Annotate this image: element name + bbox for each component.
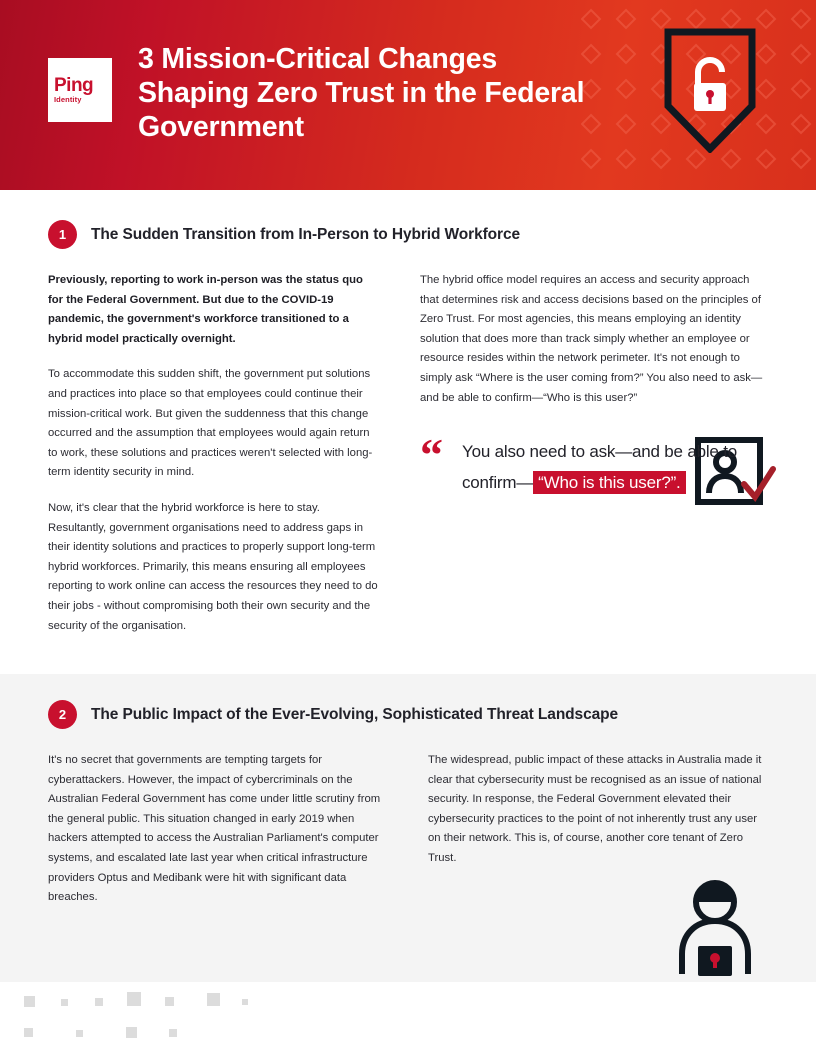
- footer-square: [61, 999, 68, 1006]
- footer-decoration: [0, 982, 816, 1056]
- footer-square: [76, 1030, 83, 1037]
- section-1-right-column: [420, 271, 768, 652]
- person-lock-icon: [674, 878, 756, 978]
- section-2-heading: [48, 700, 768, 729]
- footer-square: [169, 1029, 177, 1037]
- section-1-lead-paragraph: Previously, reporting to work in-person was the status quo for the Federal Government. But due to the COVID-19 pandemic, the government's workforce transitioned to a hybrid model practically overnight.: [48, 274, 363, 345]
- ping-identity-logo: [48, 58, 112, 122]
- footer-square: [127, 992, 141, 1006]
- section-2-left-paragraph-1: It's no secret that governments are tempting targets for cyberattackers. However, the impact of cybercriminals on the Australian Federal Government has come under little scrutiny from the general public. This situation changed in early 2019 when hackers attempted to access the Australian Parliament's computer systems, and escalated late last year when critical infrastructure providers Optus and Medibank were hit with significant data breaches.: [48, 754, 381, 904]
- section-1-left-paragraph-1: To accommodate this sudden shift, the government put solutions and practices into place so that employees could continue their mission-critical work. But given the suddenness that this change occurred and the assumption that employees would again return to work, these solutions and practices weren't selected with long-term identity security in mind.: [48, 368, 373, 479]
- footer-square: [95, 998, 103, 1006]
- footer-square: [165, 997, 174, 1006]
- quote-mark-icon: “: [420, 429, 443, 481]
- pull-quote: [420, 429, 768, 586]
- pull-quote-highlight: “Who is this user?”.: [533, 471, 685, 494]
- section-1-columns: [48, 271, 768, 652]
- logo-sub-text: Identity: [54, 94, 82, 104]
- page-header: [0, 0, 816, 190]
- shield-unlock-icon: [664, 28, 756, 153]
- pull-quote-text: [420, 429, 768, 498]
- section-1-left-column: [48, 271, 380, 652]
- section-1-heading: [48, 220, 768, 249]
- section-1-left-paragraph-2: Now, it's clear that the hybrid workforce is here to stay. Resultantly, government organisations need to address gaps in their identity solutions and practices to properly support long-term hybrid workforces. Primarily, this means ensuring all employees reporting to work online can access the resources they need to do their jobs - without compromising both their own security and the security of the organisation.: [48, 501, 378, 632]
- footer-square: [24, 1028, 33, 1037]
- footer-square: [24, 996, 35, 1007]
- section-2-right-paragraph-1: The widespread, public impact of these attacks in Australia made it clear that cybersecurity must be recognised as an issue of national security. In response, the Federal Government elevated their cybersecurity practices to the point of not inherently trust any user on their network. This is, of course, another core tenant of Zero Trust.: [428, 754, 762, 865]
- section-2-columns: [48, 751, 768, 924]
- section-2-title: The Public Impact of the Ever-Evolving, Sophisticated Threat Landscape: [91, 705, 619, 723]
- page-title: 3 Mission-Critical Changes Shaping Zero Trust in the Federal Government: [138, 43, 585, 143]
- section-1: [0, 190, 816, 652]
- footer-square: [207, 993, 220, 1006]
- logo-brand-text: Ping: [54, 74, 94, 96]
- section-2-left-column: [48, 751, 388, 924]
- footer-square: [126, 1027, 137, 1038]
- pull-quote-plain: You also need to ask—and be able to confirm—: [462, 442, 737, 493]
- section-2: [0, 674, 816, 994]
- section-1-number-badge: 1: [48, 220, 77, 249]
- section-2-number-badge: 2: [48, 700, 77, 729]
- section-1-title: The Sudden Transition from In-Person to Hybrid Workforce: [91, 225, 521, 243]
- footer-square: [242, 999, 248, 1005]
- section-1-right-paragraph-1: The hybrid office model requires an access and security approach that determines risk and access decisions based on the principles of Zero Trust. For most agencies, this means employing an identity solution that does more than track simply whether an employee or resource resides within the network perimeter. It's not enough to simply ask “Where is the user coming from?” You also need to ask—and be able to confirm—“Who is this user?”: [420, 274, 763, 404]
